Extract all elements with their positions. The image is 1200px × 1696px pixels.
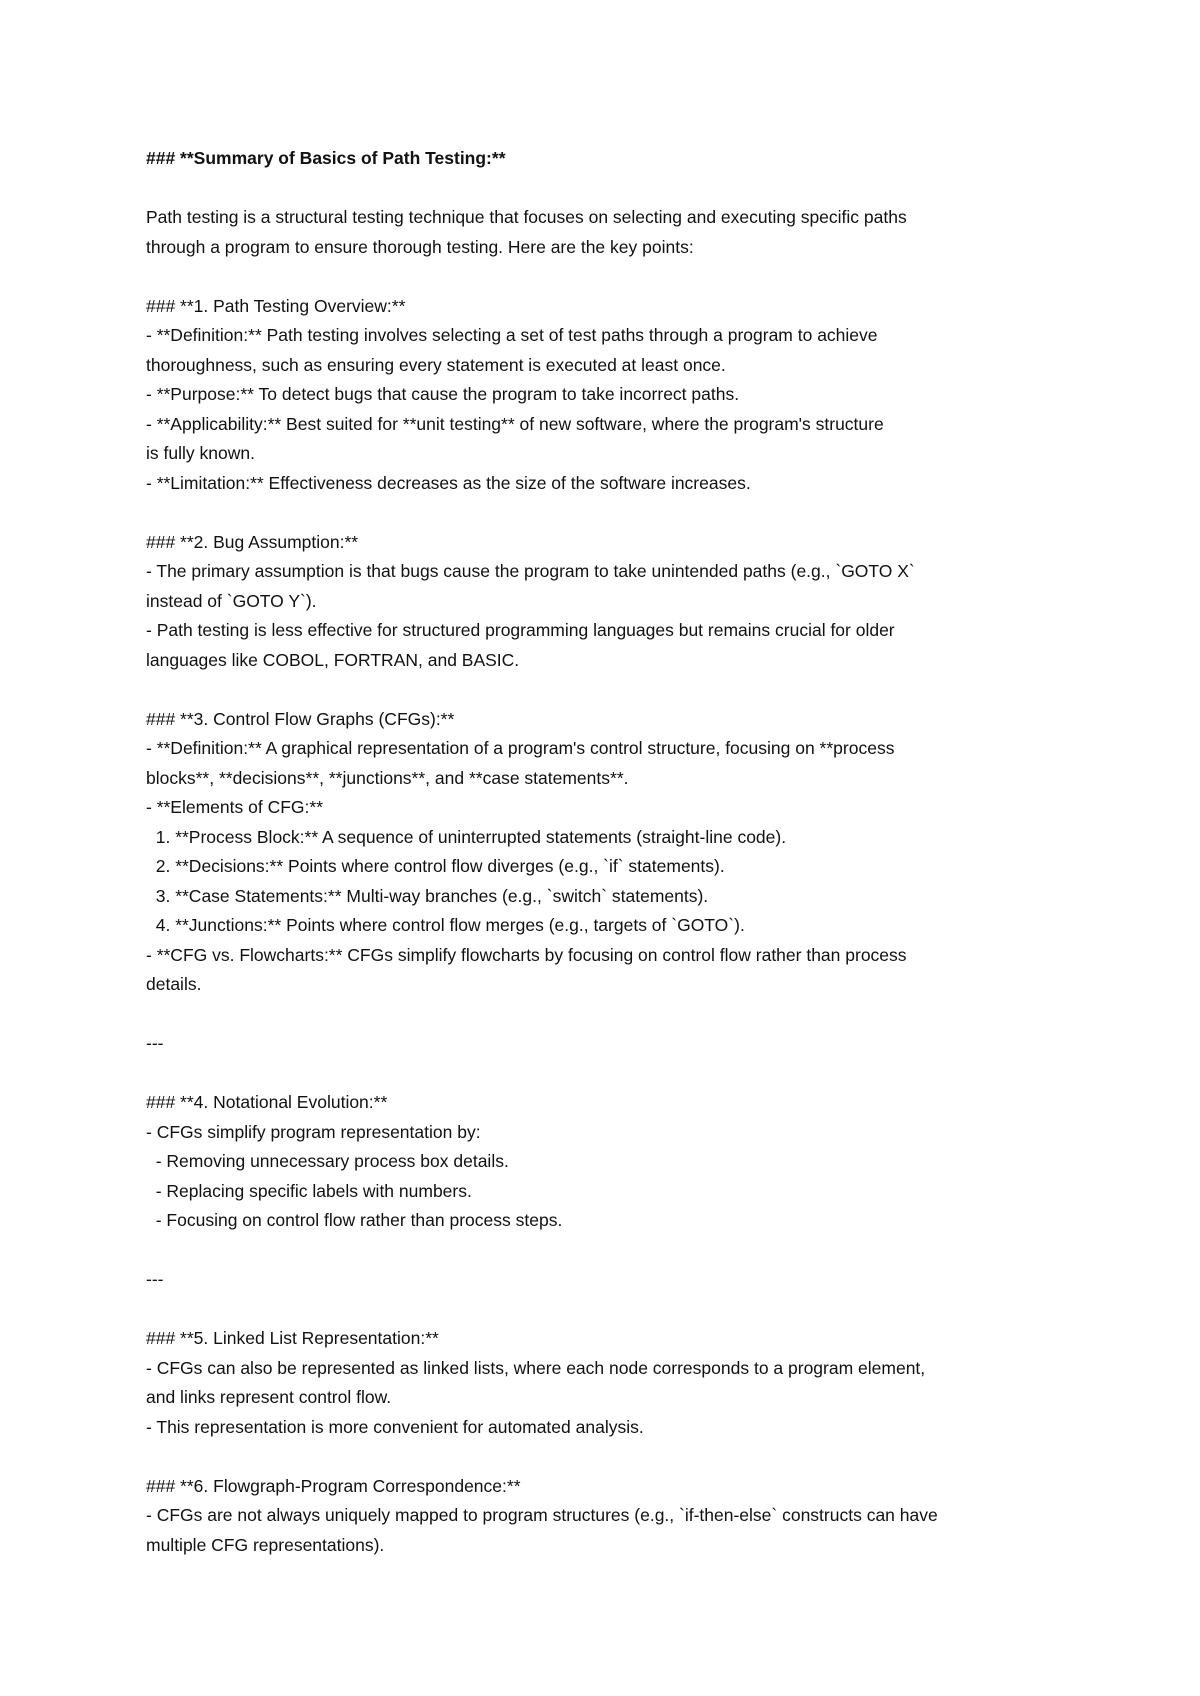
blank-line	[146, 1442, 1076, 1472]
document-body	[146, 144, 1076, 1560]
section-line: - The primary assumption is that bugs cause the program to take unintended paths (e.g., `GOTO X`	[146, 561, 915, 581]
section-line: - This representation is more convenient for automated analysis.	[146, 1416, 644, 1437]
section-heading: ### **5. Linked List Representation:**	[146, 1328, 439, 1348]
section-line: - Replacing specific labels with numbers.	[146, 1180, 472, 1201]
section-heading: ### **3. Control Flow Graphs (CFGs):**	[146, 708, 455, 729]
section-line: - Path testing is less effective for structured programming languages but remains crucial for older	[146, 620, 895, 640]
section-line: - Focusing on control flow rather than process steps.	[146, 1210, 563, 1230]
section-line: instead of `GOTO Y`).	[146, 590, 317, 611]
blank-line	[146, 498, 1076, 528]
blank-line	[146, 1236, 1076, 1266]
blank-line	[146, 262, 1076, 292]
section-line: - CFGs simplify program representation by:	[146, 1121, 481, 1142]
section-heading: ### **2. Bug Assumption:**	[146, 531, 359, 552]
section-line: - **Definition:** Path testing involves selecting a set of test paths through a program to achieve	[146, 325, 878, 345]
section-line: - CFGs are not always uniquely mapped to program structures (e.g., `if-then-else` constructs can have	[146, 1505, 938, 1525]
section-line: - **Purpose:** To detect bugs that cause the program to take incorrect paths.	[146, 384, 740, 404]
section-line: - CFGs can also be represented as linked lists, where each node corresponds to a program element,	[146, 1357, 926, 1378]
section-line: and links represent control flow.	[146, 1387, 392, 1407]
section-line: 2. **Decisions:** Points where control flow diverges (e.g., `if` statements).	[146, 856, 725, 876]
section-line: languages like COBOL, FORTRAN, and BASIC.	[146, 649, 520, 670]
section-line: is fully known.	[146, 443, 255, 463]
section-line: - **Limitation:** Effectiveness decreases as the size of the software increases.	[146, 472, 751, 493]
section-heading: ### **4. Notational Evolution:**	[146, 1092, 388, 1112]
section-line: - **Elements of CFG:**	[146, 797, 323, 817]
section-line: multiple CFG representations).	[146, 1534, 385, 1555]
blank-line	[146, 1000, 1076, 1030]
section-heading: ### **1. Path Testing Overview:**	[146, 295, 406, 316]
section-line: blocks**, **decisions**, **junctions**, and **case statements**.	[146, 767, 629, 788]
section-line: - **Applicability:** Best suited for **unit testing** of new software, where the program's structure	[146, 413, 884, 434]
section-line: - Removing unnecessary process box details.	[146, 1151, 509, 1171]
document-title: ### **Summary of Basics of Path Testing:**	[146, 148, 506, 168]
blank-line	[146, 1295, 1076, 1325]
intro-line: through a program to ensure thorough testing. Here are the key points:	[146, 236, 694, 257]
section-line: - **CFG vs. Flowcharts:** CFGs simplify flowcharts by focusing on control flow rather than process	[146, 944, 907, 965]
section-line: thoroughness, such as ensuring every statement is executed at least once.	[146, 354, 726, 375]
section-line: details.	[146, 974, 202, 994]
blank-line	[146, 675, 1076, 705]
blank-line	[146, 174, 1076, 204]
blank-line	[146, 1059, 1076, 1089]
section-line: 1. **Process Block:** A sequence of uninterrupted statements (straight-line code).	[146, 826, 787, 847]
intro-line: Path testing is a structural testing technique that focuses on selecting and executing specific paths	[146, 207, 907, 227]
separator: ---	[146, 1033, 164, 1053]
section-line: 3. **Case Statements:** Multi-way branches (e.g., `switch` statements).	[146, 885, 709, 906]
section-line: 4. **Junctions:** Points where control flow merges (e.g., targets of `GOTO`).	[146, 915, 745, 935]
section-line: - **Definition:** A graphical representation of a program's control structure, focusing on **process	[146, 738, 895, 758]
section-heading: ### **6. Flowgraph-Program Correspondence:**	[146, 1475, 521, 1496]
separator: ---	[146, 1269, 164, 1289]
